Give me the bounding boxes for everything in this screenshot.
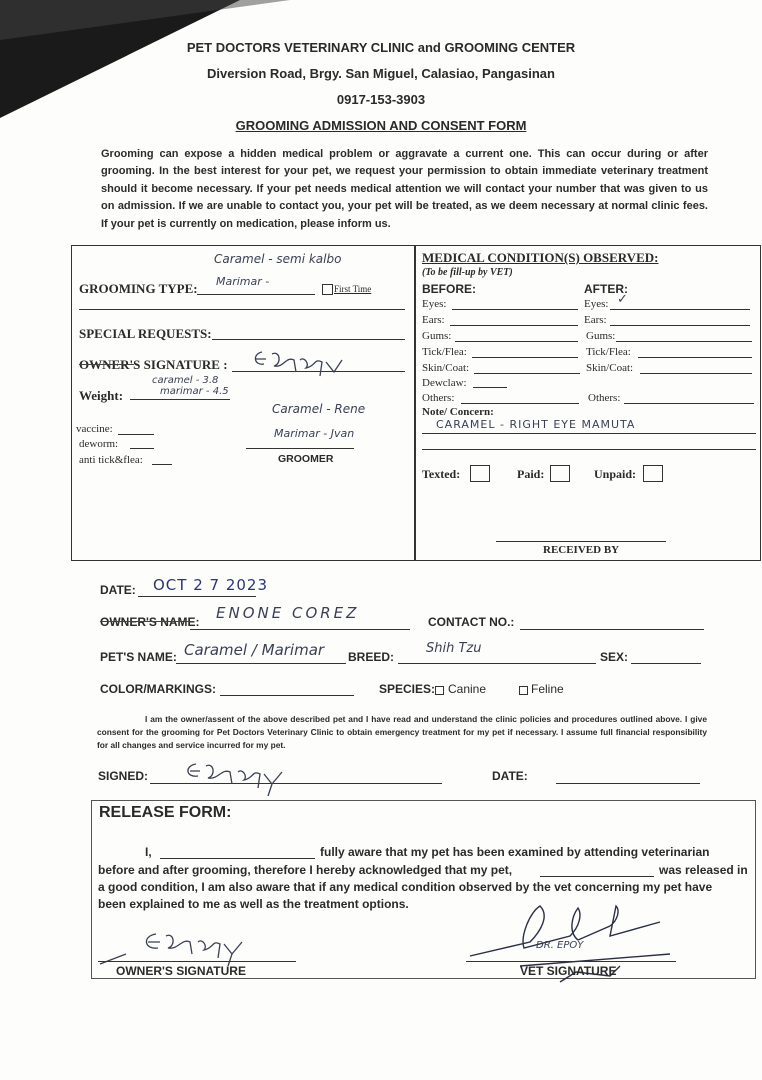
after-line <box>640 373 752 374</box>
canine-label: Canine <box>448 682 487 696</box>
others-label: Others: <box>422 392 455 404</box>
release-text-a: fully aware that my pet has been examined by attending veterinarian <box>320 845 710 859</box>
pet-name-hw: Caramel / Marimar <box>184 641 325 659</box>
owner-name-label: OWNER'S NAME: <box>100 615 200 629</box>
deworm-line <box>130 448 154 449</box>
release-name-line <box>160 858 315 859</box>
contact-line <box>520 629 704 630</box>
before-field: Gums: <box>422 330 452 342</box>
grooming-line2 <box>79 309 405 310</box>
owner-signature-label: OWNER'S SIGNATURE : <box>79 357 228 372</box>
unpaid-label: Unpaid: <box>594 467 637 481</box>
others-after-line <box>624 403 754 404</box>
paid-label: Paid: <box>517 467 545 481</box>
after-field: Ears: <box>584 314 607 326</box>
owner-name-line <box>190 629 410 630</box>
eyes-after-check: ✓ <box>617 292 628 307</box>
texted-checkbox[interactable] <box>470 465 490 482</box>
date2-line <box>556 783 700 784</box>
feline-checkbox[interactable] <box>519 686 528 695</box>
received-label: RECEIVED BY <box>543 544 620 556</box>
others-after-label: Others: <box>588 392 621 404</box>
weight-label: Weight: <box>79 388 124 403</box>
after-line <box>610 325 750 326</box>
clinic-name: PET DOCTORS VETERINARY CLINIC and GROOMING CENTER <box>186 40 576 55</box>
grooming-type-line <box>197 294 315 295</box>
canine-checkbox[interactable] <box>435 686 444 695</box>
after-line <box>638 357 752 358</box>
consent-paragraph: I am the owner/assent of the above described pet and I have read and understand the clinic policies and procedures outlined above. I give consent for the grooming for Pet Doctors Veterinary Clinic to obtain emergency treatment for my pet if necessary. I assume full financial responsibility for all changes and service incurred for my pet. <box>97 714 707 750</box>
date-hw: OCT 2 7 2023 <box>153 576 269 594</box>
release-text-c: was released in <box>659 863 748 877</box>
first-time-label: First Time <box>334 284 372 294</box>
clinic-phone: 0917-153-3903 <box>336 92 426 107</box>
groomer-hw2: Marimar - Jvan <box>274 427 355 440</box>
weight-hw1: caramel - 3.8 <box>152 375 219 386</box>
breed-line <box>398 663 596 664</box>
note-line2 <box>422 449 756 450</box>
release-text-b: before and after grooming, therefore I hereby acknowledged that my pet, <box>98 863 513 877</box>
pet-name-line <box>176 663 346 664</box>
before-line <box>474 373 580 374</box>
date-line <box>138 596 256 597</box>
color-label: COLOR/MARKINGS: <box>100 682 216 696</box>
owner-signature-hw <box>250 342 350 382</box>
release-title: RELEASE FORM: <box>99 804 232 821</box>
scan-shadow-light <box>0 0 290 40</box>
release-text-e: been explained to me as well as the treatment options. <box>98 897 409 911</box>
texted-label: Texted: <box>422 467 461 481</box>
medical-title: MEDICAL CONDITION(S) OBSERVED: <box>422 250 659 265</box>
unpaid-checkbox[interactable] <box>643 465 663 482</box>
after-line <box>610 309 750 310</box>
antitick-label: anti tick&flea: <box>79 454 143 466</box>
note-line <box>422 433 756 434</box>
grooming-type-label: GROOMING TYPE: <box>79 281 198 296</box>
signed-signature-hw <box>182 756 322 800</box>
dewclaw-label: Dewclaw: <box>422 377 467 389</box>
groomer-line <box>246 448 354 449</box>
vaccine-line <box>118 434 154 435</box>
sex-label: SEX: <box>600 650 629 664</box>
before-line <box>452 309 578 310</box>
release-pet-line <box>540 876 654 877</box>
vet-sig-line <box>466 961 676 962</box>
after-line <box>616 341 752 342</box>
antitick-line <box>152 464 172 465</box>
first-time-checkbox[interactable] <box>322 284 333 295</box>
sex-line <box>631 663 701 664</box>
strike-mark <box>100 621 190 622</box>
owner-sig-label: OWNER'S SIGNATURE <box>116 964 246 978</box>
after-label: AFTER: <box>584 282 628 296</box>
release-i-label: I, <box>145 845 152 859</box>
before-label: BEFORE: <box>422 282 476 296</box>
before-field: Skin/Coat: <box>422 362 470 374</box>
breed-hw: Shih Tzu <box>426 641 482 656</box>
clinic-address: Diversion Road, Brgy. San Miguel, Calasiao, Pangasinan <box>207 66 555 81</box>
before-field: Eyes: <box>422 298 447 310</box>
groomer-label: GROOMER <box>278 453 334 465</box>
after-field: Skin/Coat: <box>586 362 634 374</box>
groomer-hw1: Caramel - Rene <box>272 402 366 416</box>
form-title: GROOMING ADMISSION AND CONSENT FORM <box>235 118 527 133</box>
deworm-label: deworm: <box>79 438 119 450</box>
breed-label: BREED: <box>348 650 395 664</box>
medical-subtitle: (To be fill-up by VET) <box>422 267 513 278</box>
signed-label: SIGNED: <box>98 769 149 783</box>
feline-label: Feline <box>531 682 564 696</box>
vet-name-hw: DR. EPOY <box>536 940 584 951</box>
special-requests-line <box>212 339 405 340</box>
weight-hw2: marimar - 4.5 <box>160 386 229 397</box>
after-field: Tick/Flea: <box>586 346 631 358</box>
before-field: Tick/Flea: <box>422 346 467 358</box>
before-line <box>472 357 578 358</box>
date2-label: DATE: <box>492 769 528 783</box>
color-line <box>220 695 354 696</box>
before-line <box>455 341 578 342</box>
grooming-type-hw1: Caramel - semi kalbo <box>214 252 342 266</box>
release-text-d: a good condition, I am also aware that if any medical condition observed by the vet concerning my pet have <box>98 880 713 894</box>
before-field: Ears: <box>422 314 445 326</box>
special-requests-label: SPECIAL REQUESTS: <box>79 326 212 341</box>
contact-label: CONTACT NO.: <box>428 615 515 629</box>
vet-sig-label: VET SIGNATURE <box>520 964 617 978</box>
vaccine-label: vaccine: <box>76 423 113 435</box>
pet-name-label: PET'S NAME: <box>100 650 177 664</box>
before-line <box>450 325 578 326</box>
owner-sig-line <box>98 961 296 962</box>
dewclaw-line <box>473 387 507 388</box>
note-label: Note/ Concern: <box>422 406 494 418</box>
owner-name-hw: ENONE COREZ <box>216 604 360 622</box>
others-line <box>461 403 579 404</box>
grooming-type-hw2: Marimar - <box>216 275 270 288</box>
strike-mark <box>79 364 134 365</box>
after-field: Eyes: <box>584 298 609 310</box>
after-field: Gums: <box>586 330 616 342</box>
intro-paragraph: Grooming can expose a hidden medical problem or aggravate a current one. This can occur during or after grooming. In the best interest for your pet, we request your permission to obtain immediate veterinary treatment should it become necessary. If your pet needs medical attention we will contact your number that was given to us on admission. If we are unable to contact you, your pet will be treated, as we deem necessary at normal clinic fees. If your pet is currently on medication, please inform us. <box>101 148 708 230</box>
weight-line <box>130 399 230 400</box>
date-label: DATE: <box>100 583 136 597</box>
paid-checkbox[interactable] <box>550 465 570 482</box>
species-label: SPECIES: <box>379 682 436 696</box>
received-line <box>496 541 666 542</box>
note-hw: CARAMEL - RIGHT EYE MAMUTA <box>436 418 636 431</box>
